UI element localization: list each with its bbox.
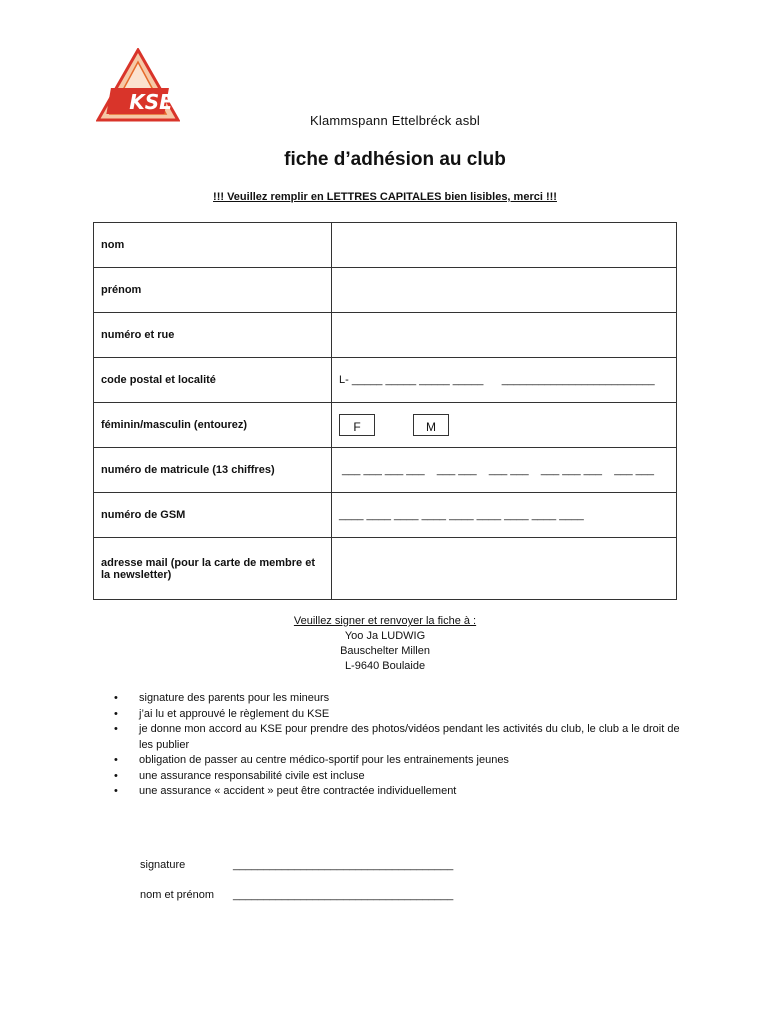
matricule-field[interactable]: ___ ___ ___ ___ ___ ___ ___ ___ ___ ___ ___ ___ ___ xyxy=(332,448,677,493)
field-label: adresse mail (pour la carte de membre et la newsletter) xyxy=(94,538,332,600)
kse-logo xyxy=(96,48,180,122)
field-label: féminin/masculin (entourez) xyxy=(94,403,332,448)
nom-field[interactable] xyxy=(332,223,677,268)
sex-option-m[interactable]: M xyxy=(413,414,449,436)
send-to-heading: Veuillez signer et renvoyer la fiche à : xyxy=(293,615,477,627)
bullet-icon: • xyxy=(114,785,118,797)
name-line xyxy=(140,889,453,901)
field-label: numéro de matricule (13 chiffres) xyxy=(94,448,332,493)
sex-field xyxy=(332,403,677,448)
form-row-sexe xyxy=(94,403,677,448)
organization-name: Klammspann Ettelbréck asbl xyxy=(310,113,480,128)
sex-option-f[interactable]: F xyxy=(339,414,375,436)
bullet-icon: • xyxy=(114,707,118,720)
postal-code-field[interactable]: L- _____ _____ _____ _____ _________________________ xyxy=(332,358,677,403)
bullet-icon: • xyxy=(114,723,118,735)
email-field[interactable] xyxy=(332,538,677,600)
form-row-prenom xyxy=(94,268,677,313)
list-item: • j’ai lu et approuvé le règlement du KSE xyxy=(114,707,684,723)
recipient-name: Yoo Ja LUDWIG xyxy=(344,630,426,642)
list-item: • une assurance « accident » peut être contractée individuellement xyxy=(114,784,684,800)
bullet-icon: • xyxy=(114,692,118,704)
notes-list xyxy=(114,691,684,800)
bullet-icon: • xyxy=(114,769,118,782)
form-row-nom xyxy=(94,223,677,268)
field-label: prénom xyxy=(94,268,332,313)
page-title: fiche d’adhésion au club xyxy=(284,149,506,170)
name-label: nom et prénom xyxy=(140,889,214,901)
form-row-gsm xyxy=(94,493,677,538)
list-item: • je donne mon accord au KSE pour prendre des photos/vidéos pendant les activités du club, le club a le droit de les publier xyxy=(114,723,680,751)
recipient-street: Bauschelter Millen xyxy=(340,645,430,657)
rue-field[interactable] xyxy=(332,313,677,358)
gsm-field[interactable]: ____ ____ ____ ____ ____ ____ ____ ____ ____ xyxy=(332,493,677,538)
membership-form-table xyxy=(93,222,677,600)
list-item: • obligation de passer au centre médico-sportif pour les entrainements jeunes xyxy=(114,753,684,769)
form-row-rue xyxy=(94,313,677,358)
recipient-city: L-9640 Boulaide xyxy=(344,660,426,672)
logo-text: KSE xyxy=(129,90,173,114)
list-item: • une assurance responsabilité civile est incluse xyxy=(114,769,684,785)
field-label: code postal et localité xyxy=(94,358,332,403)
form-row-localite xyxy=(94,358,677,403)
field-label: nom xyxy=(94,223,332,268)
signature-field[interactable]: ____________________________________ xyxy=(233,859,454,871)
bullet-icon: • xyxy=(114,754,118,766)
form-row-email xyxy=(94,538,677,600)
signature-line xyxy=(140,859,453,871)
list-item: • signature des parents pour les mineurs xyxy=(114,691,684,707)
field-label: numéro de GSM xyxy=(94,493,332,538)
form-row-matricule xyxy=(94,448,677,493)
field-label: numéro et rue xyxy=(94,313,332,358)
name-field[interactable]: ____________________________________ xyxy=(233,889,454,901)
instruction-note: !!! Veuillez remplir en LETTRES CAPITALES bien lisibles, merci !!! xyxy=(213,191,557,203)
send-to-address xyxy=(0,614,770,674)
signature-label: signature xyxy=(140,859,186,871)
prenom-field[interactable] xyxy=(332,268,677,313)
